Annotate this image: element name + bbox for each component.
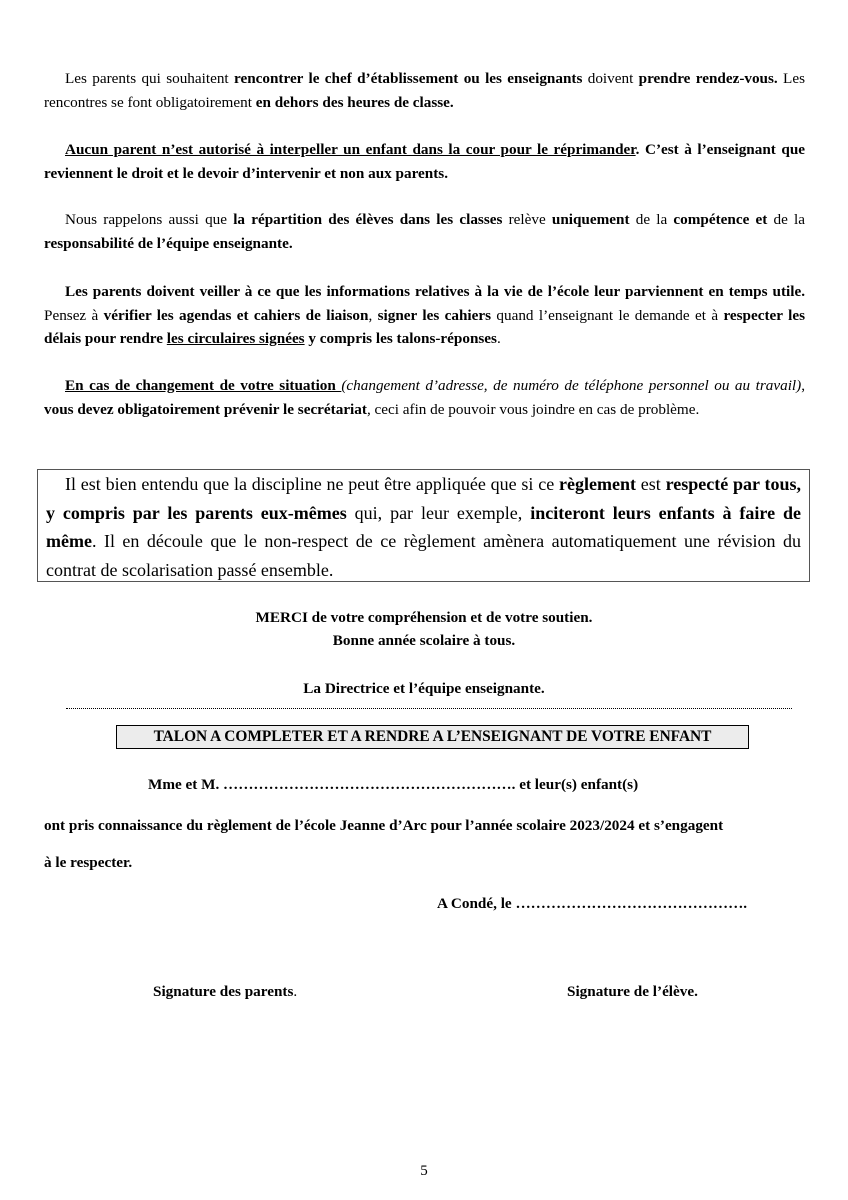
text-run-bold: ,	[796, 474, 801, 494]
text-run-underlined: Aucun parent n’est autorisé à interpeller un enfant dans la cour pour le réprimander	[65, 141, 636, 158]
text-run-bold: compétence et	[673, 211, 768, 228]
text-run: est	[635, 474, 666, 494]
text-run: qui, par leur exemple,	[346, 502, 531, 523]
talon-respect-line: à le respecter.	[44, 854, 133, 871]
framed-notice	[37, 469, 810, 582]
text-run-bold: y compris par les parents eux-mêmes	[46, 502, 347, 523]
text-run-bold: y compris les talons-réponses	[304, 330, 497, 347]
text-run: , ceci afin de pouvoir vous joindre en cas de problème.	[366, 400, 700, 418]
text-run: Les rencontres se font obligatoirement	[44, 70, 805, 111]
text-run: doivent	[582, 70, 639, 87]
text-run: Il est bien entendu que la discipline ne peut être appliquée que si ce	[65, 474, 560, 494]
text-run: de la	[767, 211, 806, 228]
text-run-bold: Les parents doivent veiller à ce que les informations relatives à la vie de l’école leur parviennent en temps utile.	[65, 283, 805, 300]
text-run-bold: vous devez obligatoirement prévenir le secrétariat	[44, 400, 367, 418]
text-run-bold: règlement	[559, 474, 636, 494]
text-run: ,	[801, 377, 806, 394]
closing-merci: MERCI de votre compréhension et de votre soutien.	[255, 609, 593, 626]
signature-parents-text: Signature des parents	[153, 983, 294, 1000]
signature-parents-label	[153, 981, 297, 1003]
text-run-bold-underlined: les circulaires signées	[166, 330, 305, 347]
talon-acknowledgement-line: ont pris connaissance du règlement de l’école Jeanne d’Arc pour l’année scolaire 2023/2024 et s’engagent	[44, 817, 724, 834]
text-run-bold: inciteront leurs enfants à faire de même	[46, 502, 801, 551]
page-number: 5	[420, 1163, 428, 1179]
paragraph-rendez-vous	[44, 67, 805, 114]
text-run-bold: uniquement	[551, 211, 630, 228]
closing-signature-direction: La Directrice et l’équipe enseignante.	[303, 680, 545, 697]
text-run-bold: vérifier les agendas et cahiers de liaison	[103, 306, 369, 324]
closing-bonne-annee: Bonne année scolaire à tous.	[332, 632, 516, 649]
text-run: .	[496, 330, 501, 347]
text-run: de la	[629, 211, 674, 228]
text-run: Les parents qui souhaitent	[65, 70, 234, 87]
paragraph-changement-situation	[44, 374, 805, 421]
paragraph-informations	[44, 280, 805, 351]
text-run-bold: la répartition des élèves dans les classes	[233, 211, 503, 228]
signature-parents-dot: .	[293, 983, 298, 1000]
text-run-bold: . C’est à l’enseignant que reviennent le droit et le devoir d’intervenir et non aux parents.	[44, 141, 806, 182]
text-run: . Il en découle que le non-respect de ce règlement amènera automatiquement une révision du contrat de scolarisation passé ensemble.	[46, 531, 801, 580]
text-run: ,	[368, 306, 378, 324]
text-run-bold: rencontrer le chef d’établissement ou les enseignants	[233, 70, 583, 87]
text-run-bold: respecté par tous	[665, 474, 797, 494]
text-run: relève	[502, 211, 552, 228]
paragraph-interpeller	[44, 138, 805, 185]
text-run-bold: respecter les délais pour rendre	[44, 306, 805, 347]
text-run: Nous rappelons aussi que	[65, 211, 234, 228]
text-run-italic: (changement d’adresse, de numéro de téléphone personnel ou au travail)	[341, 377, 802, 394]
text-run-bold: en dehors des heures de classe.	[255, 93, 454, 111]
text-run-bold-underlined: En cas de changement de votre situation	[65, 377, 342, 394]
talon-names-line: Mme et M. …………………………………………………. et leur(s) enfant(s)	[148, 776, 639, 793]
talon-place-date-line: A Condé, le ……………………………………….	[437, 895, 748, 912]
text-run: Pensez à	[44, 306, 104, 324]
cut-line	[66, 707, 792, 709]
text-run: quand l’enseignant le demande et à	[491, 306, 724, 324]
framed-notice-text	[46, 470, 801, 584]
text-run-bold: prendre rendez-vous.	[638, 70, 778, 87]
signature-eleve-label: Signature de l’élève.	[567, 983, 698, 1000]
text-run-bold: responsabilité de l’équipe enseignante.	[44, 234, 293, 252]
talon-title-box: TALON A COMPLETER ET A RENDRE A L’ENSEIGNANT DE VOTRE ENFANT	[116, 725, 749, 749]
text-run-bold: signer les cahiers	[377, 306, 492, 324]
paragraph-repartition	[44, 208, 805, 255]
